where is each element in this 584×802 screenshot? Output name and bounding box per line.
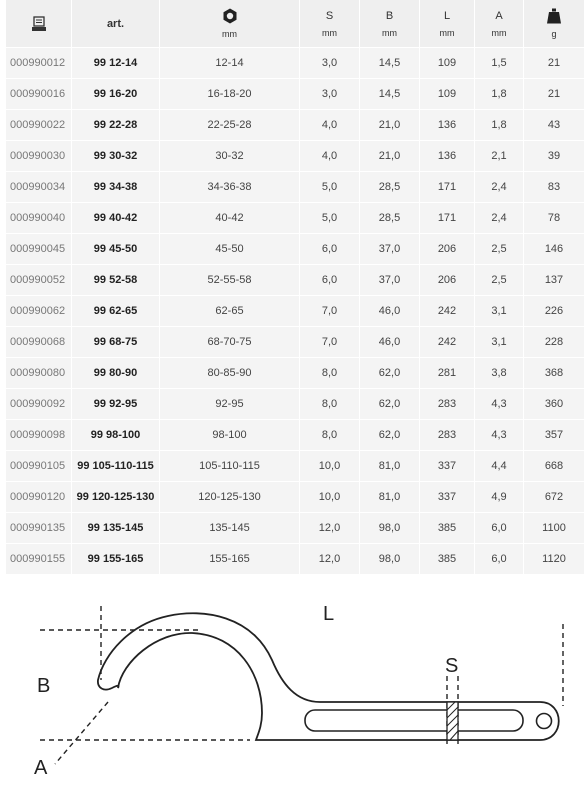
code-cell: 000990022 [6,110,72,140]
b-cell: 62,0 [360,358,420,388]
s-cell: 10,0 [300,451,360,481]
l-cell: 385 [420,544,475,574]
wrench-slot [305,710,523,731]
a-cell: 1,8 [475,110,524,140]
art-cell: 99 155-165 [72,544,160,574]
b-cell: 14,5 [360,79,420,109]
art-cell: 99 45-50 [72,234,160,264]
l-cell: 136 [420,110,475,140]
weight-cell: 78 [547,212,561,224]
l-cell: 337 [420,451,475,481]
a-cell: 2,4 [475,172,524,202]
header-a [475,0,524,47]
a-cell: 6,0 [475,544,524,574]
s-cell: 5,0 [300,203,360,233]
l-cell: 242 [420,327,475,357]
size-cell: 40-42 [160,203,300,233]
code-cell: 000990098 [6,420,72,450]
l-cell: 281 [420,358,475,388]
art-cell: 99 34-38 [72,172,160,202]
code-cell: 000990016 [6,79,72,109]
art-cell: 99 98-100 [72,420,160,450]
s-cell: 7,0 [300,327,360,357]
b-cell: 46,0 [360,327,420,357]
code-cell: 000990105 [6,451,72,481]
s-cell: 3,0 [300,79,360,109]
art-cell: 99 40-42 [72,203,160,233]
table-row [6,79,584,110]
s-cell: 4,0 [300,141,360,171]
header-a-label: A [495,9,503,22]
a-cell: 4,9 [475,482,524,512]
wrench-outline [98,613,559,740]
weight-cell: 360 [544,398,564,410]
l-cell: 109 [420,79,475,109]
code-cell: 000990092 [6,389,72,419]
l-cell: 206 [420,234,475,264]
s-cell: 10,0 [300,482,360,512]
size-cell: 52-55-58 [160,265,300,295]
size-cell: 62-65 [160,296,300,326]
weight-cell: 83 [547,181,561,193]
art-cell: 99 68-75 [72,327,160,357]
table-row [6,48,584,79]
table-row [6,141,584,172]
size-cell: 16-18-20 [160,79,300,109]
header-l-unit: mm [439,27,455,38]
weight-cell: 21 [547,88,561,100]
size-cell: 12-14 [160,48,300,78]
l-cell: 171 [420,203,475,233]
table-row [6,110,584,141]
weight-cell: 21 [547,57,561,69]
code-cell: 000990062 [6,296,72,326]
b-cell: 46,0 [360,296,420,326]
size-cell: 135-145 [160,513,300,543]
weight-cell: 226 [544,305,564,317]
b-cell: 81,0 [360,451,420,481]
header-a-unit: mm [491,27,507,38]
s-cell: 5,0 [300,172,360,202]
table-row [6,544,584,575]
nut-icon [222,8,238,24]
size-cell: 68-70-75 [160,327,300,357]
b-cell: 37,0 [360,234,420,264]
weight-cell: 39 [547,150,561,162]
table-row [6,389,584,420]
s-cell: 4,0 [300,110,360,140]
l-cell: 283 [420,420,475,450]
weight-cell: 368 [544,367,564,379]
table-row [6,172,584,203]
label-b: B [37,675,51,697]
code-cell: 000990052 [6,265,72,295]
size-cell: 105-110-115 [160,451,300,481]
hook-wrench-diagram [0,588,584,802]
a-cell: 2,5 [475,234,524,264]
size-cell: 92-95 [160,389,300,419]
weight-cell: 672 [544,491,564,503]
b-cell: 98,0 [360,513,420,543]
table-row [6,265,584,296]
code-cell: 000990040 [6,203,72,233]
label-s: S [445,655,459,677]
header-l-label: L [443,9,451,22]
b-cell: 37,0 [360,265,420,295]
a-cell: 2,5 [475,265,524,295]
art-cell: 99 120-125-130 [72,482,160,512]
a-cell: 4,3 [475,389,524,419]
s-cell: 6,0 [300,234,360,264]
size-cell: 120-125-130 [160,482,300,512]
size-cell: 80-85-90 [160,358,300,388]
l-cell: 136 [420,141,475,171]
code-cell: 000990045 [6,234,72,264]
b-cell: 28,5 [360,172,420,202]
s-cell: 6,0 [300,265,360,295]
art-cell: 99 30-32 [72,141,160,171]
a-cell: 3,8 [475,358,524,388]
header-size-unit: mm [222,28,237,39]
b-cell: 21,0 [360,110,420,140]
s-cell: 8,0 [300,420,360,450]
header-weight-unit: g [551,28,557,39]
s-cell: 12,0 [300,544,360,574]
size-cell: 30-32 [160,141,300,171]
code-cell: 000990034 [6,172,72,202]
header-art: art. [72,0,160,47]
table-row [6,451,584,482]
a-cell: 3,1 [475,296,524,326]
l-cell: 109 [420,48,475,78]
code-cell: 000990120 [6,482,72,512]
weight-cell: 1120 [542,553,566,565]
code-cell: 000990012 [6,48,72,78]
weight-cell: 43 [547,119,561,131]
s-cell: 8,0 [300,389,360,419]
b-cell: 62,0 [360,389,420,419]
a-cell: 1,5 [475,48,524,78]
s-cell: 3,0 [300,48,360,78]
a-cell: 2,4 [475,203,524,233]
art-cell: 99 135-145 [72,513,160,543]
art-cell: 99 12-14 [72,48,160,78]
b-cell: 21,0 [360,141,420,171]
l-cell: 242 [420,296,475,326]
code-cell: 000990080 [6,358,72,388]
b-cell: 14,5 [360,48,420,78]
header-s-unit: mm [322,27,337,38]
label-a: A [34,757,48,779]
art-cell: 99 62-65 [72,296,160,326]
b-cell: 81,0 [360,482,420,512]
b-cell: 98,0 [360,544,420,574]
label-l: L [323,603,335,625]
size-cell: 34-36-38 [160,172,300,202]
dimension-line-a [55,702,108,764]
art-cell: 99 22-28 [72,110,160,140]
table-row [6,203,584,234]
weight-cell: 668 [544,460,564,472]
b-cell: 28,5 [360,203,420,233]
table-row [6,358,584,389]
size-cell: 155-165 [160,544,300,574]
l-cell: 283 [420,389,475,419]
weight-cell: 137 [544,274,564,286]
header-b-unit: mm [382,27,397,38]
code-cell: 000990155 [6,544,72,574]
l-cell: 337 [420,482,475,512]
s-cell: 8,0 [300,358,360,388]
weight-cell: 357 [544,429,564,441]
header-size [160,0,300,47]
table-row [6,327,584,358]
weight-cell: 1100 [542,522,566,534]
art-cell: 99 105-110-115 [72,451,160,481]
header-b [360,0,420,47]
size-cell: 98-100 [160,420,300,450]
weight-icon [546,8,562,24]
a-cell: 1,8 [475,79,524,109]
catalog-code-icon [31,16,47,32]
table-header [6,0,584,48]
a-cell: 4,3 [475,420,524,450]
l-cell: 385 [420,513,475,543]
header-code [6,0,72,47]
header-s-label: S [325,9,334,22]
code-cell: 000990135 [6,513,72,543]
table-row [6,234,584,265]
art-cell: 99 80-90 [72,358,160,388]
b-cell: 62,0 [360,420,420,450]
header-s [300,0,360,47]
art-cell: 99 16-20 [72,79,160,109]
header-b-label: B [385,9,394,22]
l-cell: 171 [420,172,475,202]
table-body [6,48,584,575]
table-row [6,513,584,544]
code-cell: 000990068 [6,327,72,357]
a-cell: 3,1 [475,327,524,357]
s-cell: 7,0 [300,296,360,326]
l-cell: 206 [420,265,475,295]
table-row [6,296,584,327]
code-cell: 000990030 [6,141,72,171]
wrench-hole [537,714,552,729]
weight-cell: 228 [544,336,564,348]
header-l [420,0,475,47]
a-cell: 6,0 [475,513,524,543]
header-weight [524,0,584,47]
art-cell: 99 92-95 [72,389,160,419]
weight-cell: 146 [544,243,564,255]
a-cell: 2,1 [475,141,524,171]
s-cell: 12,0 [300,513,360,543]
size-cell: 45-50 [160,234,300,264]
a-cell: 4,4 [475,451,524,481]
product-table [6,0,584,575]
size-cell: 22-25-28 [160,110,300,140]
art-cell: 99 52-58 [72,265,160,295]
table-row [6,482,584,513]
table-row [6,420,584,451]
